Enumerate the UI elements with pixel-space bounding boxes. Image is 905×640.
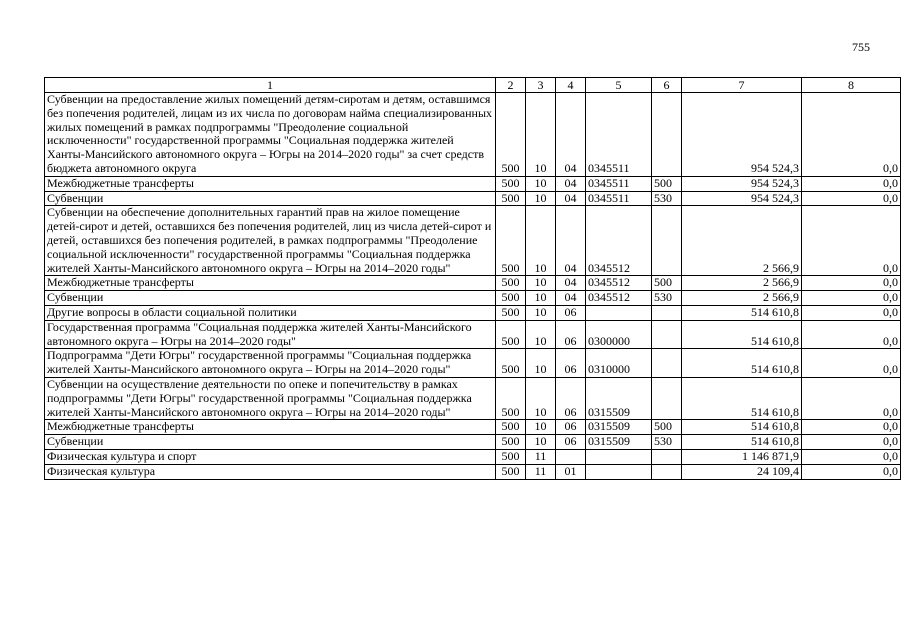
table-row: [45, 206, 901, 276]
target-article-cell: 0315509: [586, 420, 652, 435]
target-article-cell: 0300000: [586, 320, 652, 349]
header-cell: 2: [496, 78, 526, 93]
table-row: [45, 464, 901, 479]
budget-table: [44, 77, 901, 480]
amount-delegated-cell: 0,0: [802, 191, 901, 206]
table-row: [45, 191, 901, 206]
section-code-cell: 10: [526, 349, 556, 378]
row-description-cell: Государственная программа "Социальная поддержка жителей Ханты-Мансийского автономного округа – Югры на 2014–2020 годы": [45, 320, 496, 349]
admin-code-cell: 500: [496, 291, 526, 306]
target-article-cell: 0345511: [586, 191, 652, 206]
amount-cell: 514 610,8: [682, 305, 802, 320]
expense-type-cell: 500: [652, 276, 682, 291]
section-code-cell: 10: [526, 176, 556, 191]
subsection-code-cell: 04: [556, 276, 586, 291]
admin-code-cell: 500: [496, 93, 526, 177]
amount-delegated-cell: 0,0: [802, 276, 901, 291]
amount-delegated-cell: 0,0: [802, 420, 901, 435]
admin-code-cell: 500: [496, 276, 526, 291]
target-article-cell: 0345511: [586, 93, 652, 177]
amount-cell: 514 610,8: [682, 320, 802, 349]
subsection-code-cell: 06: [556, 435, 586, 450]
amount-cell: 24 109,4: [682, 464, 802, 479]
amount-cell: 1 146 871,9: [682, 449, 802, 464]
header-cell: 7: [682, 78, 802, 93]
table-row: [45, 291, 901, 306]
section-code-cell: 11: [526, 449, 556, 464]
subsection-code-cell: 06: [556, 305, 586, 320]
table-row: [45, 349, 901, 378]
expense-type-cell: 500: [652, 176, 682, 191]
row-description-cell: Субвенции: [45, 191, 496, 206]
table-row: [45, 176, 901, 191]
subsection-code-cell: 04: [556, 176, 586, 191]
amount-delegated-cell: 0,0: [802, 176, 901, 191]
amount-delegated-cell: 0,0: [802, 206, 901, 276]
table-row: [45, 449, 901, 464]
amount-delegated-cell: 0,0: [802, 464, 901, 479]
admin-code-cell: 500: [496, 176, 526, 191]
table-header-row: [45, 78, 901, 93]
amount-delegated-cell: 0,0: [802, 305, 901, 320]
amount-delegated-cell: 0,0: [802, 320, 901, 349]
header-cell: 6: [652, 78, 682, 93]
table-row: [45, 435, 901, 450]
expense-type-cell: 530: [652, 435, 682, 450]
amount-cell: 2 566,9: [682, 276, 802, 291]
table-row: [45, 420, 901, 435]
subsection-code-cell: 04: [556, 93, 586, 177]
target-article-cell: 0345512: [586, 291, 652, 306]
admin-code-cell: 500: [496, 449, 526, 464]
admin-code-cell: 500: [496, 377, 526, 419]
table-row: [45, 93, 901, 177]
expense-type-cell: 500: [652, 420, 682, 435]
admin-code-cell: 500: [496, 191, 526, 206]
target-article-cell: 0315509: [586, 435, 652, 450]
target-article-cell: 0310000: [586, 349, 652, 378]
section-code-cell: 10: [526, 420, 556, 435]
table-row: [45, 320, 901, 349]
section-code-cell: 10: [526, 305, 556, 320]
amount-cell: 954 524,3: [682, 176, 802, 191]
section-code-cell: 11: [526, 464, 556, 479]
table-row: [45, 276, 901, 291]
subsection-code-cell: 06: [556, 320, 586, 349]
page-number: 755: [852, 40, 870, 54]
amount-cell: 514 610,8: [682, 377, 802, 419]
row-description-cell: Другие вопросы в области социальной политики: [45, 305, 496, 320]
subsection-code-cell: 04: [556, 191, 586, 206]
amount-cell: 514 610,8: [682, 435, 802, 450]
amount-cell: 2 566,9: [682, 206, 802, 276]
target-article-cell: [586, 464, 652, 479]
target-article-cell: 0345511: [586, 176, 652, 191]
amount-cell: 2 566,9: [682, 291, 802, 306]
subsection-code-cell: 01: [556, 464, 586, 479]
admin-code-cell: 500: [496, 435, 526, 450]
expense-type-cell: 530: [652, 191, 682, 206]
target-article-cell: 0315509: [586, 377, 652, 419]
target-article-cell: 0345512: [586, 276, 652, 291]
table-row: [45, 377, 901, 419]
subsection-code-cell: 04: [556, 206, 586, 276]
row-description-cell: Субвенции на обеспечение дополнительных гарантий прав на жилое помещение детей-сирот и детей, оставшихся без попечения родителей, лиц из числа детей-сирот и детей, оставшихся без попечения родителей, в рамках подпрограммы "Преодоление социальной исключенности" государственной программы "Социальная поддержка жителей Ханты-Мансийского автономного округа – Югры на 2014–2020 годы": [45, 206, 496, 276]
amount-delegated-cell: 0,0: [802, 435, 901, 450]
expense-type-cell: [652, 449, 682, 464]
expense-type-cell: [652, 305, 682, 320]
section-code-cell: 10: [526, 276, 556, 291]
admin-code-cell: 500: [496, 305, 526, 320]
expense-type-cell: [652, 349, 682, 378]
section-code-cell: 10: [526, 191, 556, 206]
row-description-cell: Субвенции: [45, 291, 496, 306]
amount-delegated-cell: 0,0: [802, 349, 901, 378]
subsection-code-cell: 06: [556, 377, 586, 419]
row-description-cell: Субвенции на осуществление деятельности по опеке и попечительству в рамках подпрограммы "Дети Югры" государственной программы "Социальная поддержка жителей Ханты-Мансийского автономного округа – Югры на 2014–2020 годы": [45, 377, 496, 419]
amount-delegated-cell: 0,0: [802, 377, 901, 419]
amount-cell: 954 524,3: [682, 93, 802, 177]
section-code-cell: 10: [526, 320, 556, 349]
row-description-cell: Межбюджетные трансферты: [45, 276, 496, 291]
amount-delegated-cell: 0,0: [802, 449, 901, 464]
admin-code-cell: 500: [496, 320, 526, 349]
header-cell: 3: [526, 78, 556, 93]
section-code-cell: 10: [526, 93, 556, 177]
row-description-cell: Субвенции: [45, 435, 496, 450]
amount-cell: 514 610,8: [682, 420, 802, 435]
amount-cell: 954 524,3: [682, 191, 802, 206]
target-article-cell: [586, 305, 652, 320]
section-code-cell: 10: [526, 435, 556, 450]
row-description-cell: Подпрограмма "Дети Югры" государственной программы "Социальная поддержка жителей Ханты-Мансийского автономного округа – Югры на 2014–2020 годы": [45, 349, 496, 378]
row-description-cell: Межбюджетные трансферты: [45, 176, 496, 191]
row-description-cell: Субвенции на предоставление жилых помещений детям-сиротам и детям, оставшимся без попечения родителей, лицам из их числа по договорам найма специализированных жилых помещений в рамках подпрограммы "Преодоление социальной исключенности" государственной программы "Социальная поддержка жителей Ханты-Мансийского автономного округа – Югры на 2014–2020 годы" за счет средств бюджета автономного округа: [45, 93, 496, 177]
admin-code-cell: 500: [496, 420, 526, 435]
section-code-cell: 10: [526, 206, 556, 276]
admin-code-cell: 500: [496, 349, 526, 378]
header-cell: 8: [802, 78, 901, 93]
amount-cell: 514 610,8: [682, 349, 802, 378]
header-cell: 4: [556, 78, 586, 93]
subsection-code-cell: [556, 449, 586, 464]
subsection-code-cell: 06: [556, 349, 586, 378]
amount-delegated-cell: 0,0: [802, 93, 901, 177]
expense-type-cell: [652, 377, 682, 419]
expense-type-cell: 530: [652, 291, 682, 306]
header-cell: 1: [45, 78, 496, 93]
admin-code-cell: 500: [496, 206, 526, 276]
target-article-cell: [586, 449, 652, 464]
row-description-cell: Физическая культура и спорт: [45, 449, 496, 464]
subsection-code-cell: 06: [556, 420, 586, 435]
header-cell: 5: [586, 78, 652, 93]
subsection-code-cell: 04: [556, 291, 586, 306]
row-description-cell: Физическая культура: [45, 464, 496, 479]
table-row: [45, 305, 901, 320]
expense-type-cell: [652, 320, 682, 349]
section-code-cell: 10: [526, 291, 556, 306]
amount-delegated-cell: 0,0: [802, 291, 901, 306]
row-description-cell: Межбюджетные трансферты: [45, 420, 496, 435]
section-code-cell: 10: [526, 377, 556, 419]
target-article-cell: 0345512: [586, 206, 652, 276]
admin-code-cell: 500: [496, 464, 526, 479]
expense-type-cell: [652, 206, 682, 276]
expense-type-cell: [652, 93, 682, 177]
expense-type-cell: [652, 464, 682, 479]
